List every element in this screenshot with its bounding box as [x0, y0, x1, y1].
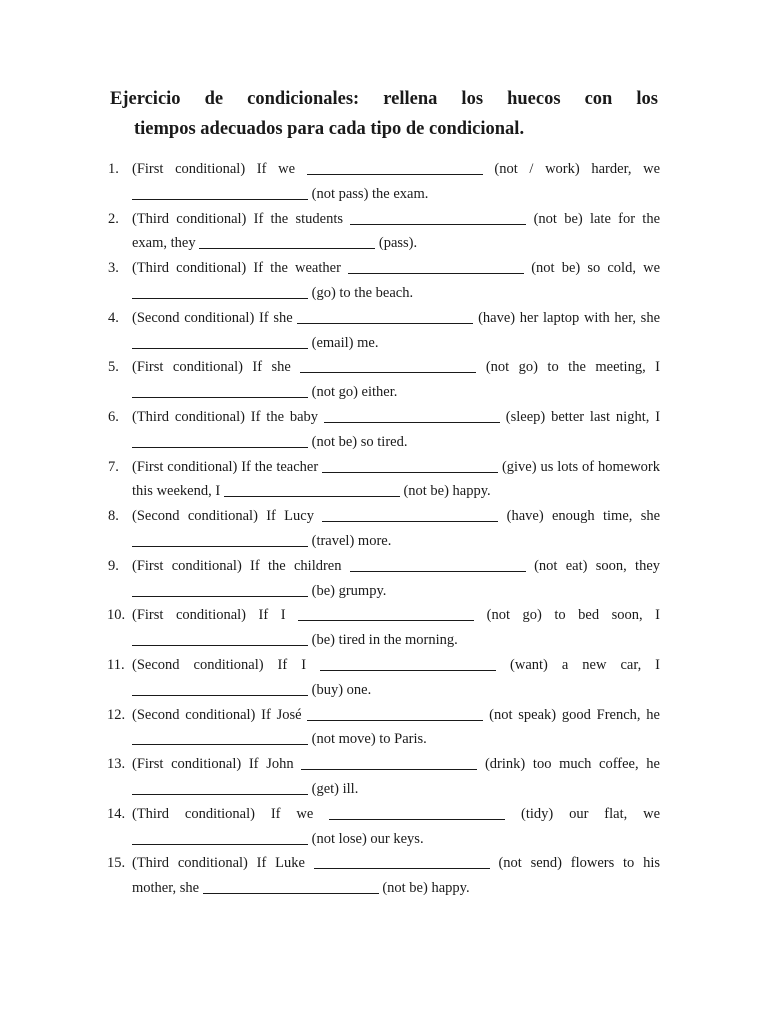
answer-blank[interactable]: [132, 729, 308, 745]
item-text-b: (not speak) good French, he: [489, 706, 660, 723]
exercise-item: [108, 752, 660, 802]
item-number: 3.: [108, 260, 119, 277]
item-number: 7.: [108, 458, 119, 475]
exercise-item: [108, 504, 660, 554]
item-number: 12.: [107, 706, 126, 723]
item-number: 6.: [108, 408, 119, 425]
answer-blank[interactable]: [350, 556, 526, 572]
exercise-item: [108, 355, 660, 405]
item-text-b: (have) her laptop with her, she: [478, 309, 660, 326]
item-text-c: (travel) more.: [311, 532, 392, 549]
item-number: 9.: [108, 557, 119, 574]
item-text-b: (have) enough time, she: [506, 508, 661, 525]
item-text-a: (First conditional) If the teacher: [132, 458, 319, 475]
item-number: 8.: [108, 508, 119, 525]
answer-blank[interactable]: [298, 605, 474, 621]
item-text-b: (want) a new car, I: [510, 656, 661, 673]
answer-blank[interactable]: [132, 680, 308, 696]
item-text-a: (First conditional) If the children: [132, 557, 342, 574]
answer-blank[interactable]: [322, 457, 498, 473]
answer-blank[interactable]: [348, 258, 524, 274]
exercise-item: [108, 207, 660, 257]
exercise-list: [108, 157, 660, 901]
item-text-a: (Third conditional) If Luke: [132, 855, 305, 872]
item-number: 2.: [108, 210, 119, 227]
item-text-b: (drink) too much coffee, he: [484, 756, 660, 773]
worksheet-title: [110, 84, 658, 144]
exercise-item: [108, 306, 660, 356]
exercise-item: [108, 455, 660, 505]
item-text-b: (not be) so cold, we: [531, 260, 661, 277]
answer-blank[interactable]: [132, 630, 308, 646]
item-number: 5.: [108, 359, 119, 376]
item-text-c: (not be) so tired.: [311, 433, 408, 450]
item-number: 4.: [108, 309, 119, 326]
item-text-a: (Third conditional) If the weather: [132, 260, 341, 277]
answer-blank[interactable]: [324, 407, 500, 423]
answer-blank[interactable]: [224, 481, 400, 497]
item-text-a: (First conditional) If I: [132, 607, 286, 624]
item-text-b: (not eat) soon, they: [534, 557, 661, 574]
item-text-c: (buy) one.: [311, 681, 372, 698]
item-text-a: (Second conditional) If she: [132, 309, 293, 326]
answer-blank[interactable]: [322, 506, 498, 522]
exercise-item: [108, 554, 660, 604]
item-text-c: (not be) happy.: [382, 880, 470, 897]
answer-blank[interactable]: [320, 655, 496, 671]
item-text-b: (sleep) better last night, I: [505, 408, 661, 425]
item-text-a: (Second conditional) If José: [132, 706, 302, 723]
item-text-b: (not go) to the meeting, I: [485, 359, 660, 376]
answer-blank[interactable]: [132, 333, 308, 349]
exercise-item: [108, 603, 660, 653]
answer-blank[interactable]: [132, 531, 308, 547]
item-text-a: (Second conditional) If I: [132, 656, 307, 673]
answer-blank[interactable]: [350, 209, 526, 225]
item-text-c: (pass).: [378, 235, 418, 252]
item-text-a: (Second conditional) If Lucy: [132, 508, 314, 525]
answer-blank[interactable]: [132, 779, 308, 795]
exercise-item: [108, 256, 660, 306]
item-text-a: (Third conditional) If we: [132, 805, 314, 822]
item-text-b: (not send) flowers to his mother, she: [132, 855, 661, 897]
item-text-a: (Third conditional) If the students: [132, 210, 344, 227]
answer-blank[interactable]: [132, 432, 308, 448]
item-text-a: (Third conditional) If the baby: [132, 408, 319, 425]
item-text-b: (tidy) our flat, we: [521, 805, 661, 822]
item-text-a: (First conditional) If she: [132, 359, 291, 376]
answer-blank[interactable]: [297, 308, 473, 324]
item-text-c: (not be) happy.: [403, 483, 491, 500]
item-text-b: (not be) late for the exam, they: [132, 210, 661, 252]
item-text-c: (email) me.: [311, 334, 379, 351]
title-line-2: tiempos adecuados para cada tipo de condicional.: [134, 119, 525, 139]
answer-blank[interactable]: [314, 853, 490, 869]
item-text-c: (not move) to Paris.: [311, 731, 427, 748]
item-number: 10.: [107, 607, 126, 624]
exercise-item: [108, 405, 660, 455]
item-number: 15.: [107, 855, 126, 872]
item-text-a: (First conditional) If John: [132, 756, 294, 773]
item-text-a: (First conditional) If we: [132, 161, 296, 177]
answer-blank[interactable]: [132, 283, 308, 299]
item-text-c: (be) tired in the morning.: [311, 632, 458, 649]
exercise-item: [108, 157, 660, 207]
item-number: 14.: [107, 805, 126, 822]
title-line-1: Ejercicio de condicionales: rellena los huecos con los: [110, 89, 658, 109]
item-text-c: (get) ill.: [311, 780, 359, 797]
item-text-c: (not pass) the exam.: [311, 185, 429, 202]
item-number: 13.: [107, 756, 126, 773]
answer-blank[interactable]: [329, 804, 505, 820]
item-text-b: (not / work) harder, we: [494, 161, 661, 177]
item-text-c: (not lose) our keys.: [311, 830, 424, 847]
exercise-item: [108, 851, 660, 901]
item-text-b: (give) us lots of homework this weekend, I: [132, 458, 660, 500]
exercise-item: [108, 802, 660, 852]
answer-blank[interactable]: [132, 184, 308, 200]
item-number: 1.: [108, 161, 119, 177]
exercise-item: [108, 703, 660, 753]
item-text-b: (not go) to bed soon, I: [486, 607, 661, 624]
answer-blank[interactable]: [199, 233, 375, 249]
answer-blank[interactable]: [132, 581, 308, 597]
answer-blank[interactable]: [203, 878, 379, 894]
answer-blank[interactable]: [300, 357, 476, 373]
answer-blank[interactable]: [307, 159, 483, 175]
item-number: 11.: [107, 656, 125, 673]
item-text-c: (go) to the beach.: [311, 284, 414, 301]
answer-blank[interactable]: [132, 829, 308, 845]
answer-blank[interactable]: [307, 705, 483, 721]
exercise-item: [108, 653, 660, 703]
answer-blank[interactable]: [132, 382, 308, 398]
item-text-c: (be) grumpy.: [311, 582, 387, 599]
item-text-c: (not go) either.: [311, 384, 398, 401]
answer-blank[interactable]: [301, 754, 477, 770]
